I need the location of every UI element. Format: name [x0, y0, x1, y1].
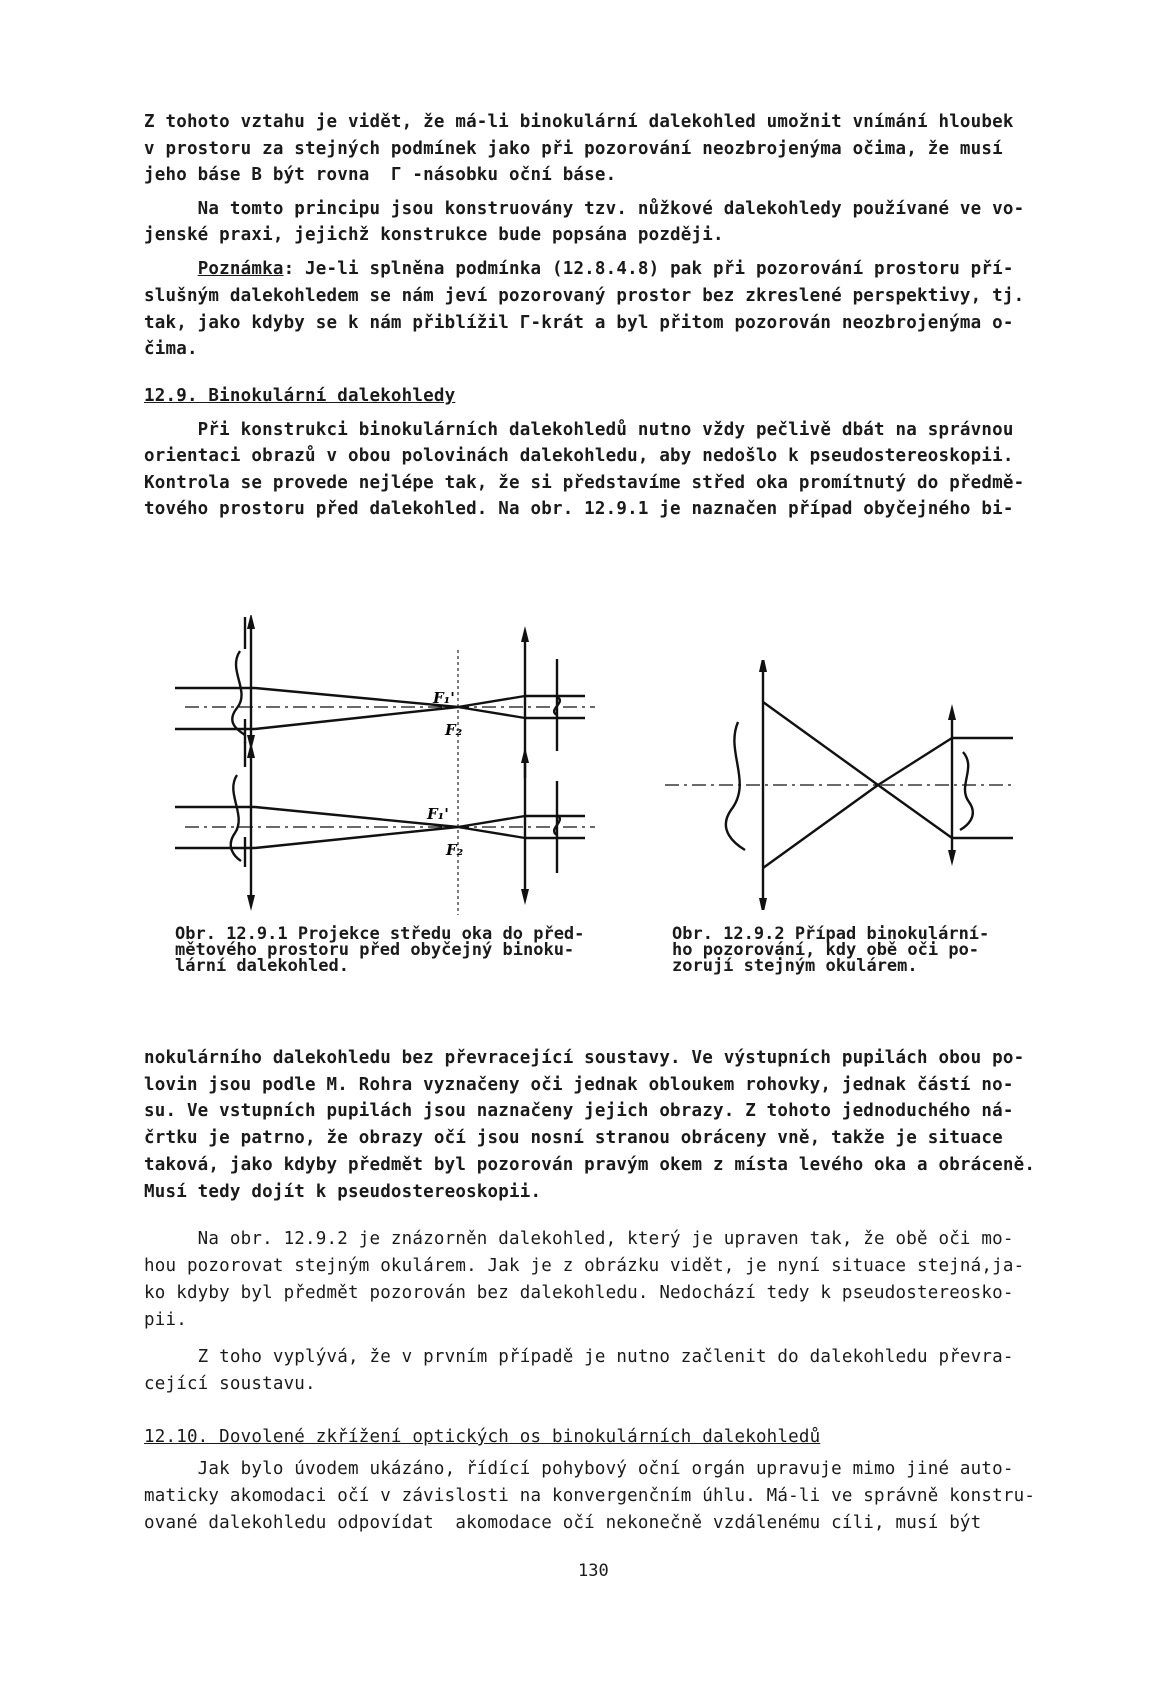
figure-12-9-1-diagram	[175, 615, 630, 915]
section-heading-12-9: 12.9. Binokulární dalekohledy	[144, 386, 456, 406]
para4-line-3: ko kdyby byl předmět pozorován bez dalekohledu. Nedochází tedy k pseudostereosko-	[144, 1283, 1014, 1303]
f1-label-upper: F₁'	[433, 689, 455, 707]
para5-line-2: cející soustavu.	[144, 1374, 316, 1394]
note-label: Poznámka	[197, 259, 284, 279]
section1-line-3: Kontrola se provede nejlépe tak, že si představíme střed oka promítnutý do předmě-	[144, 473, 1025, 493]
f2-label-lower: F₂	[446, 841, 464, 859]
figure1-caption-line-1: Obr. 12.9.1 Projekce středu oka do před-	[175, 924, 585, 944]
para3-line-1: nokulárního dalekohledu bez převracející soustavy. Ve výstupních pupilách obou po-	[144, 1048, 1025, 1068]
figure2-caption-line-2: ho pozorování, kdy obě oči po-	[672, 940, 980, 960]
section2-line-3: ované dalekohledu odpovídat akomodace očí nekonečně vzdálenému cíli, musí být	[144, 1513, 982, 1533]
para2-line-1: Na tomto principu jsou konstruovány tzv. nůžkové dalekohledy používané ve vo-	[144, 199, 1025, 219]
para3-line-2: lovin jsou podle M. Rohra vyznačeny oči jednak obloukem rohovky, jednak částí no-	[144, 1075, 1014, 1095]
para3-line-6: Musí tedy dojít k pseudostereoskopii.	[144, 1182, 542, 1202]
note-first-line-rest: : Je-li splněna podmínka (12.8.4.8) pak při pozorování prostoru pří-	[283, 259, 1014, 279]
para2-line-2: jenské praxi, jejichž konstrukce bude popsána později.	[144, 225, 724, 245]
figure1-caption-line-3: lární dalekohled.	[175, 956, 349, 976]
section-heading-12-10: 12.10. Dovolené zkřížení optických os binokulárních dalekohledů	[144, 1427, 821, 1447]
figure1-caption-line-2: mětového prostoru před obyčejný binoku-	[175, 940, 575, 960]
para1-line-3: jeho báse B být rovna Γ -násobku oční báse.	[144, 165, 617, 185]
section1-line-2: orientaci obrazů v obou polovinách dalekohledu, aby nedošlo k pseudostereoskopii.	[144, 446, 1014, 466]
para4-line-1: Na obr. 12.9.2 je znázorněn dalekohled, který je upraven tak, že obě oči mo-	[144, 1229, 1014, 1249]
para4-line-2: hou pozorovat stejným okulárem. Jak je z obrázku vidět, je nyní situace stejná,ja-	[144, 1256, 1025, 1276]
note-line-2: slušným dalekohledem se nám jeví pozorovaný prostor bez zkreslené perspektivy, tj.	[144, 286, 1025, 306]
figure2-caption	[672, 926, 989, 974]
section2-line-1: Jak bylo úvodem ukázáno, řídící pohybový oční orgán upravuje mimo jiné auto-	[144, 1459, 1014, 1479]
f2-label-upper: F₂	[445, 721, 463, 739]
figure2-caption-line-3: zorují stejným okulárem.	[672, 956, 918, 976]
para1-line-1: Z tohoto vztahu je vidět, že má-li binokulární dalekohled umožnit vnímání hloubek	[144, 112, 1014, 132]
figure1-caption	[175, 926, 584, 974]
page-number: 130	[578, 1561, 609, 1581]
note-line-1	[144, 258, 1014, 280]
para3-line-3: su. Ve vstupních pupilách jsou naznačeny jejich obrazy. Z tohoto jednoduchého ná-	[144, 1101, 1014, 1121]
para3-line-5: taková, jako kdyby předmět byl pozorován pravým okem z místa levého oka a obráceně.	[144, 1155, 1036, 1175]
para3-line-4: črtku je patrno, že obrazy očí jsou nosní stranou obráceny vně, takže je situace	[144, 1128, 1003, 1148]
figure2-caption-line-1: Obr. 12.9.2 Případ binokulární-	[672, 924, 990, 944]
para1-line-2: v prostoru za stejných podmínek jako při pozorování neozbrojenýma očima, že musí	[144, 139, 1003, 159]
para4-line-4: pii.	[144, 1310, 187, 1330]
section2-line-2: maticky akomodaci očí v závislosti na konvergenčním úhlu. Má-li ve správně konstru-	[144, 1486, 1036, 1506]
para5-line-1: Z toho vyplývá, že v prvním případě je nutno začlenit do dalekohledu převra-	[144, 1347, 1014, 1367]
figure-12-9-2-diagram	[665, 660, 1025, 910]
section1-line-1: Při konstrukci binokulárních dalekohledů nutno vždy pečlivě dbát na správnou	[144, 420, 1014, 440]
f1-label-lower: F₁'	[427, 805, 449, 823]
note-line-4: čima.	[144, 339, 198, 359]
note-line-3: tak, jako kdyby se k nám přiblížil Γ-krát a byl přitom pozorován neozbrojenýma o-	[144, 313, 1014, 333]
section1-line-4: tového prostoru před dalekohled. Na obr. 12.9.1 je naznačen případ obyčejného bi-	[144, 499, 1014, 519]
